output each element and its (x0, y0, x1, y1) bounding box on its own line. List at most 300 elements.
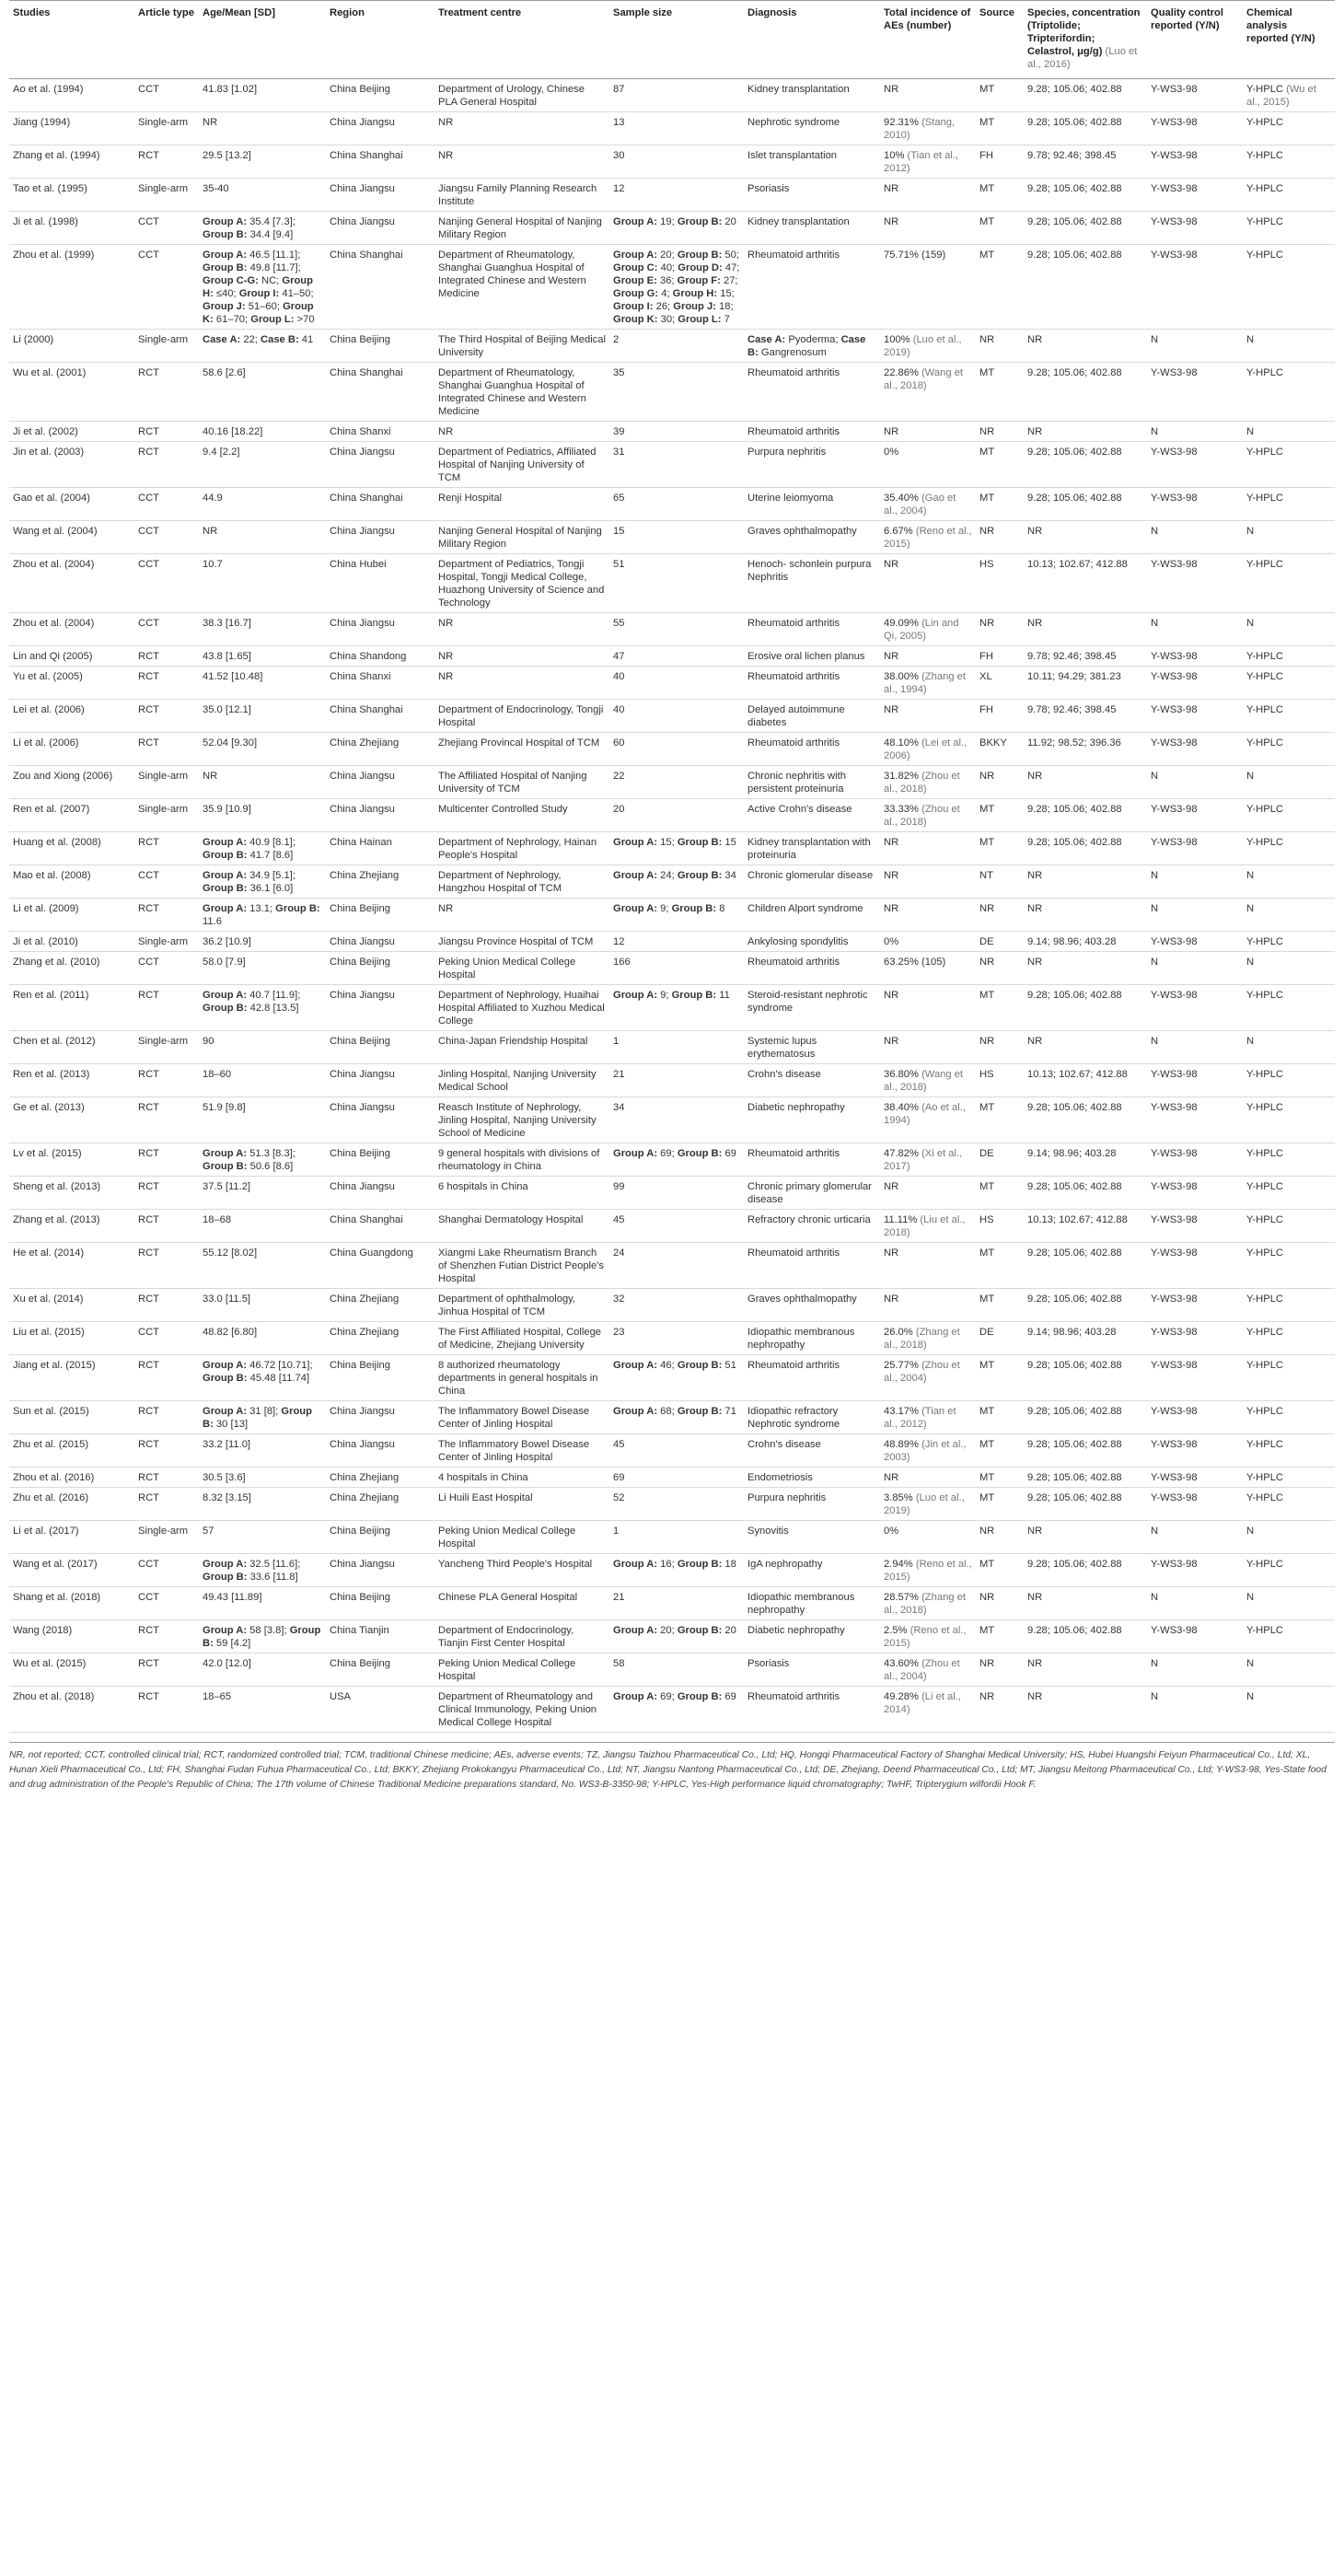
agegroups-group-value: 36.1 [6.0] (247, 883, 294, 894)
source-cell (976, 613, 1024, 646)
age-value: 29.5 [13.2] (203, 150, 251, 161)
study-cell (9, 952, 134, 985)
quality-control: N (1151, 903, 1159, 914)
treatment-centre: Nanjing General Hospital of Nanjing Military Region (438, 526, 602, 550)
sample-size: 45 (613, 1439, 625, 1450)
diagnosis-cell (744, 1143, 880, 1177)
region: China Beijing (330, 334, 390, 345)
ae-incidence-cell (880, 1521, 976, 1554)
age-cell (199, 1620, 326, 1654)
ae-reference: (Zhang et al., 2018) (884, 1327, 960, 1351)
table-row (9, 1289, 1335, 1322)
species-cell (1024, 488, 1147, 521)
study-name: Ge et al. (2013) (13, 1102, 85, 1113)
ae-reference: (Zhou et al., 2004) (884, 1658, 960, 1682)
source: MT (979, 367, 995, 378)
article-type: RCT (138, 447, 159, 458)
quality-control-cell (1147, 700, 1243, 733)
region-cell (326, 245, 434, 330)
table-row (9, 932, 1335, 952)
sample-size-cell (609, 832, 744, 865)
article-type-cell (134, 865, 199, 899)
sample-size-cell (609, 1554, 744, 1587)
species-cell (1024, 330, 1147, 363)
table-body (9, 79, 1335, 1733)
quality-control-cell (1147, 832, 1243, 865)
age-cell (199, 1177, 326, 1210)
treatment-centre: NR (438, 618, 454, 629)
study-cell (9, 667, 134, 700)
ae-incidence-cell (880, 1064, 976, 1097)
sizegroups-group-value: 47; (722, 262, 740, 273)
source-cell (976, 330, 1024, 363)
species-cell (1024, 1654, 1147, 1687)
species-concentration: 9.28; 105.06; 402.88 (1027, 1181, 1122, 1192)
age-cell (199, 442, 326, 488)
diagnosis: Endometriosis (747, 1472, 813, 1483)
species-cell (1024, 985, 1147, 1031)
article-type: CCT (138, 1327, 159, 1338)
ae-incidence: 38.40% (884, 1102, 919, 1113)
region: China Jiangsu (330, 216, 395, 227)
diagnosis-cell (744, 521, 880, 554)
ae-incidence-cell (880, 865, 976, 899)
age-value: 51.9 [9.8] (203, 1102, 246, 1113)
source-cell (976, 245, 1024, 330)
sample-size-cell (609, 1031, 744, 1064)
study-name: Sheng et al. (2013) (13, 1181, 101, 1192)
table-row (9, 1434, 1335, 1468)
region: China Zhejiang (330, 1327, 400, 1338)
study-cell (9, 488, 134, 521)
sizegroups-group-label: Group B: (677, 870, 723, 881)
region: China Jiangsu (330, 618, 395, 629)
species-cell (1024, 1177, 1147, 1210)
diagnosis-cell (744, 1097, 880, 1143)
ae-incidence-cell (880, 952, 976, 985)
species-cell (1024, 932, 1147, 952)
article-type-cell (134, 212, 199, 245)
article-type-cell (134, 1654, 199, 1687)
diagnosis: Islet transplantation (747, 150, 838, 161)
article-type-cell (134, 1687, 199, 1733)
chemical-analysis: Y-HPLC (1246, 1247, 1284, 1259)
region: China Shanghai (330, 493, 403, 504)
diaggroups-group-value: Gangrenosum (758, 347, 827, 358)
agegroups-group-label: Group B: (203, 1572, 248, 1583)
article-type: RCT (138, 1625, 159, 1636)
chemical-analysis: Y-HPLC (1246, 1294, 1284, 1305)
agegroups-group-label: Group A: (203, 870, 248, 881)
diagnosis: Idiopathic membranous nephropathy (747, 1592, 855, 1616)
sample-size-cell (609, 1289, 744, 1322)
age-value: 8.32 [3.15] (203, 1492, 251, 1503)
table-row (9, 1355, 1335, 1401)
source-cell (976, 1687, 1024, 1733)
table-row (9, 799, 1335, 832)
diagnosis: Rheumatoid arthritis (747, 671, 840, 682)
species-concentration: 9.28; 105.06; 402.88 (1027, 837, 1122, 848)
sizegroups-group-value: 46; (657, 1360, 678, 1371)
table-row (9, 1322, 1335, 1355)
treatment-centre-cell (434, 1355, 609, 1401)
diagnosis: Crohn's disease (747, 1069, 821, 1080)
sample-size-cell (609, 1620, 744, 1654)
diagnosis-cell (744, 613, 880, 646)
quality-control: N (1151, 957, 1159, 968)
agegroups-group-value: 30 [13] (213, 1419, 249, 1430)
study-cell (9, 1177, 134, 1210)
chemical-analysis: Y-HPLC (1246, 183, 1284, 194)
chemical-analysis: N (1246, 1691, 1255, 1702)
source-cell (976, 766, 1024, 799)
age-value: 9.4 [2.2] (203, 447, 240, 458)
ae-incidence: NR (884, 559, 899, 570)
chemical-analysis-cell (1243, 1210, 1335, 1243)
study-name: Ren et al. (2011) (13, 990, 89, 1001)
quality-control-cell (1147, 79, 1243, 112)
age-value: 43.8 [1.65] (203, 651, 251, 662)
agegroups-group-label: Group B: (203, 1406, 312, 1430)
sample-size-cell (609, 145, 744, 179)
species-cell (1024, 1064, 1147, 1097)
source-cell (976, 145, 1024, 179)
species-cell (1024, 1322, 1147, 1355)
region-cell (326, 330, 434, 363)
diagnosis: Erosive oral lichen planus (747, 651, 865, 662)
diagnosis-cell (744, 330, 880, 363)
region-cell (326, 700, 434, 733)
age-cell (199, 488, 326, 521)
sample-size: 1 (613, 1526, 620, 1537)
ae-incidence: 35.40% (884, 493, 919, 504)
ae-incidence-cell (880, 1355, 976, 1401)
agegroups-group-label: Group A: (203, 903, 248, 914)
species-cell (1024, 1401, 1147, 1434)
ae-incidence: 49.28% (884, 1691, 919, 1702)
quality-control-cell (1147, 245, 1243, 330)
study-name: Ren et al. (2007) (13, 804, 90, 815)
diagnosis-cell (744, 112, 880, 145)
species-concentration: 9.28; 105.06; 402.88 (1027, 1102, 1122, 1113)
treatment-centre-cell (434, 179, 609, 212)
source: DE (979, 1148, 994, 1159)
region-cell (326, 1654, 434, 1687)
header-article-type: Article type (134, 1, 199, 79)
source: NT (979, 870, 993, 881)
ae-reference: (Reno et al., 2015) (884, 526, 972, 550)
study-name: Zhang et al. (1994) (13, 150, 100, 161)
table-row (9, 145, 1335, 179)
treatment-centre-cell (434, 832, 609, 865)
sizegroups-group-label: Group H: (672, 288, 718, 299)
age-value: 18–65 (203, 1691, 232, 1702)
treatment-centre: Department of Rheumatology and Clinical Immunology, Peking Union Medical College Hospital (438, 1691, 597, 1728)
age-cell (199, 1434, 326, 1468)
source-cell (976, 488, 1024, 521)
study-cell (9, 79, 134, 112)
header-studies: Studies (9, 1, 134, 79)
chemical-analysis: Y-HPLC (1246, 737, 1284, 748)
treatment-centre: NR (438, 651, 454, 662)
sizegroups-group-label: Group D: (678, 262, 723, 273)
treatment-centre-cell (434, 488, 609, 521)
age-cell (199, 1097, 326, 1143)
diagnosis: Psoriasis (747, 1658, 790, 1669)
treatment-centre-cell (434, 700, 609, 733)
source: FH (979, 704, 993, 715)
article-type-cell (134, 1097, 199, 1143)
ae-reference: (Liu et al., 2018) (884, 1214, 966, 1238)
ae-incidence: 25.77% (884, 1360, 919, 1371)
sizegroups-group-value: 4; (658, 288, 673, 299)
diagnosis-cell (744, 212, 880, 245)
article-type-cell (134, 422, 199, 442)
source: MT (979, 1294, 995, 1305)
species-concentration: 10.13; 102.67; 412.88 (1027, 1214, 1128, 1225)
study-cell (9, 1468, 134, 1488)
quality-control: Y-WS3-98 (1151, 493, 1198, 504)
ae-incidence: NR (884, 1181, 899, 1192)
age-value: NR (203, 117, 218, 128)
sizegroups-group-label: Group L: (678, 314, 722, 325)
agegroups-group-value: 50.6 [8.6] (247, 1161, 294, 1172)
species-concentration: 9.28; 105.06; 402.88 (1027, 1439, 1122, 1450)
region: China Jiangsu (330, 990, 395, 1001)
source: XL (979, 671, 992, 682)
chemical-analysis: Y-HPLC (1246, 837, 1284, 848)
table-footnote: NR, not reported; CCT, controlled clinical trial; RCT, randomized controlled trial; TCM, traditional Chinese medicine; AEs, adverse events; TZ, Jiangsu Taizhou Pharmaceutical Co., Ltd; HQ, Hongqi Pharmaceutical Factory of Shanghai Medical University; HS, Hubei Huangshi Feiyun Pharmaceutical Co., Ltd; XL, Hunan Xieli Pharmaceutical Co., Ltd; FH, Shanghai Fudan Fuhua Pharmaceutical Co., Ltd; BKKY, Zhejiang Prokokangyu Pharmaceutical Co., Ltd; NT, Jiangsu Nantong Pharmaceutical Co., Ltd; DE, Zhejiang, Deend Pharmaceutical Co., Ltd; MT, Jiangsu Meitong Pharmaceutical Co., Ltd; Y-WS3-98, Yes-State food and drug administration of the People's Republic of China; The 17th volume of Chinese Traditional Medicine preparations standard, No. WS3-B-3350-98; Y-HPLC, Yes-High performance liquid chromatography; TwHF, Tripterygium wilfordii Hook F. (9, 1742, 1335, 1793)
study-name: Ji et al. (2002) (13, 426, 78, 437)
diagnosis-cell (744, 1488, 880, 1521)
chemical-analysis: Y-HPLC (1246, 1069, 1284, 1080)
treatment-centre-cell (434, 245, 609, 330)
ae-incidence: 26.0% (884, 1327, 913, 1338)
sizegroups-group-label: Group B: (671, 903, 717, 914)
region-cell (326, 1488, 434, 1521)
study-name: Jiang (1994) (13, 117, 71, 128)
ae-incidence: NR (884, 1036, 899, 1047)
treatment-centre: Department of Endocrinology, Tianjin First Center Hospital (438, 1625, 574, 1649)
region: China Jiangsu (330, 447, 395, 458)
source-cell (976, 832, 1024, 865)
sample-size: 15 (613, 526, 625, 537)
quality-control-cell (1147, 1289, 1243, 1322)
quality-control: N (1151, 526, 1159, 537)
source-cell (976, 1468, 1024, 1488)
source: MT (979, 1102, 995, 1113)
age-cell (199, 1210, 326, 1243)
quality-control: Y-WS3-98 (1151, 183, 1198, 194)
region-cell (326, 521, 434, 554)
species-cell (1024, 363, 1147, 422)
diagnosis: Ankylosing spondylitis (747, 936, 849, 947)
header-species-label: Species, concentration (Triptolide; Tripterifordin; Celastrol, μg/g) (1027, 7, 1141, 57)
region: China Jiangsu (330, 1559, 395, 1570)
treatment-centre-cell (434, 733, 609, 766)
study-cell (9, 145, 134, 179)
quality-control: Y-WS3-98 (1151, 216, 1198, 227)
source: MT (979, 249, 995, 261)
treatment-centre-cell (434, 1210, 609, 1243)
agegroups-group-value: 59 [4.2] (213, 1638, 251, 1649)
region-cell (326, 212, 434, 245)
ae-incidence: NR (884, 870, 899, 881)
source-cell (976, 179, 1024, 212)
quality-control: N (1151, 1658, 1159, 1669)
treatment-centre-cell (434, 1488, 609, 1521)
region: China Beijing (330, 1658, 390, 1669)
ae-incidence-cell (880, 1554, 976, 1587)
region: China Shanghai (330, 704, 403, 715)
agegroups-group-value: 31 [8]; (247, 1406, 282, 1417)
treatment-centre-cell (434, 1654, 609, 1687)
study-cell (9, 1554, 134, 1587)
species-concentration: 9.78; 92.46; 398.45 (1027, 150, 1117, 161)
region-cell (326, 1521, 434, 1554)
source-cell (976, 1177, 1024, 1210)
ae-reference: (Luo et al., 2019) (884, 1492, 965, 1516)
agegroups-group-value: 51.3 [8.3]; (247, 1148, 295, 1159)
chemical-analysis-cell (1243, 521, 1335, 554)
diagnosis-cell (744, 766, 880, 799)
agegroups-group-label: Group A: (203, 1360, 248, 1371)
chemical-analysis: Y-HPLC (1246, 1102, 1284, 1113)
article-type-cell (134, 245, 199, 330)
diagnosis: Chronic primary glomerular disease (747, 1181, 872, 1205)
agegroups-group-label: Group B: (203, 850, 248, 861)
region: China Jiangsu (330, 1069, 395, 1080)
ae-incidence-cell (880, 766, 976, 799)
region-cell (326, 363, 434, 422)
sample-size: 99 (613, 1181, 625, 1192)
chemical-analysis-cell (1243, 112, 1335, 145)
sample-size-cell (609, 899, 744, 932)
sample-size-cell (609, 179, 744, 212)
treatment-centre-cell (434, 899, 609, 932)
study-name: Zhang et al. (2013) (13, 1214, 100, 1225)
age-cell (199, 1064, 326, 1097)
ae-reference: (Zhou et al., 2004) (884, 1360, 960, 1384)
treatment-centre: Xiangmi Lake Rheumatism Branch of Shenzhen Futian District People's Hospital (438, 1247, 604, 1284)
age-cell (199, 1587, 326, 1620)
treatment-centre-cell (434, 1143, 609, 1177)
ae-incidence: 11.11% (884, 1214, 918, 1225)
sizegroups-group-label: Group A: (613, 837, 658, 848)
age-value: 35-40 (203, 183, 229, 194)
chemical-analysis-cell (1243, 442, 1335, 488)
article-type: RCT (138, 1069, 159, 1080)
ae-incidence: 28.57% (884, 1592, 919, 1603)
sizegroups-group-value: 34 (722, 870, 736, 881)
source-cell (976, 1521, 1024, 1554)
study-name: Ji et al. (2010) (13, 936, 78, 947)
source: MT (979, 837, 995, 848)
treatment-centre: Nanjing General Hospital of Nanjing Military Region (438, 216, 602, 240)
region-cell (326, 613, 434, 646)
diagnosis: Steroid-resistant nephrotic syndrome (747, 990, 868, 1014)
source: MT (979, 1625, 995, 1636)
age-value: 30.5 [3.6] (203, 1472, 246, 1483)
sizegroups-group-value: 69; (657, 1148, 678, 1159)
sample-size-cell (609, 865, 744, 899)
source-cell (976, 422, 1024, 442)
ae-incidence: 47.82% (884, 1148, 919, 1159)
chemical-analysis: Y-HPLC (1246, 1181, 1284, 1192)
agegroups-group-value: 46.5 [11.1]; (247, 249, 301, 261)
quality-control: Y-WS3-98 (1151, 990, 1198, 1001)
article-type-cell (134, 766, 199, 799)
quality-control: Y-WS3-98 (1151, 1181, 1198, 1192)
quality-control-cell (1147, 442, 1243, 488)
article-type-cell (134, 79, 199, 112)
ae-incidence: NR (884, 837, 899, 848)
chemical-analysis: Y-HPLC (1246, 651, 1284, 662)
study-name: Li et al. (2017) (13, 1526, 79, 1537)
ae-incidence: NR (884, 651, 899, 662)
species-concentration: 9.28; 105.06; 402.88 (1027, 249, 1122, 261)
sample-size-cell (609, 1488, 744, 1521)
source-cell (976, 932, 1024, 952)
chemical-analysis: Y-HPLC (1246, 447, 1284, 458)
agegroups-group-value: 41 (298, 334, 314, 345)
diagnosis: Nephrotic syndrome (747, 117, 840, 128)
species-cell (1024, 1488, 1147, 1521)
article-type: RCT (138, 367, 159, 378)
source-cell (976, 1434, 1024, 1468)
studies-table (9, 0, 1335, 1733)
treatment-centre: Peking Union Medical College Hospital (438, 957, 576, 981)
sizegroups-group-label: Group A: (613, 1148, 658, 1159)
article-type: RCT (138, 737, 159, 748)
sample-size-cell (609, 330, 744, 363)
diagnosis-cell (744, 1401, 880, 1434)
sample-size: 55 (613, 618, 625, 629)
age-value: 57 (203, 1526, 214, 1537)
ae-reference: (Zhang et al., 1994) (884, 671, 966, 695)
agegroups-group-label: Group C-G: (203, 275, 259, 286)
article-type: Single-arm (138, 771, 189, 782)
agegroups-group-label: Group B: (275, 903, 320, 914)
quality-control: Y-WS3-98 (1151, 447, 1198, 458)
study-name: Zhang et al. (2010) (13, 957, 100, 968)
article-type-cell (134, 899, 199, 932)
sizegroups-group-value: 8 (716, 903, 725, 914)
treatment-centre: Department of ophthalmology, Jinhua Hospital of TCM (438, 1294, 576, 1317)
chemical-analysis-cell (1243, 1031, 1335, 1064)
age-cell (199, 1468, 326, 1488)
diagnosis-cell (744, 1031, 880, 1064)
species-cell (1024, 79, 1147, 112)
region-cell (326, 1401, 434, 1434)
sizegroups-group-value: 68; (657, 1406, 678, 1417)
article-type: CCT (138, 957, 159, 968)
age-value: 41.83 [1.02] (203, 84, 258, 95)
diagnosis-cell (744, 932, 880, 952)
region: China Beijing (330, 1526, 390, 1537)
sample-size-cell (609, 733, 744, 766)
study-cell (9, 799, 134, 832)
study-cell (9, 700, 134, 733)
treatment-centre-cell (434, 1401, 609, 1434)
chemical-analysis: Y-HPLC (1246, 1492, 1284, 1503)
agegroups-group-value: 35.4 [7.3]; (247, 216, 295, 227)
chemical-analysis-cell (1243, 212, 1335, 245)
quality-control: Y-WS3-98 (1151, 249, 1198, 261)
sizegroups-group-value: 15 (722, 837, 736, 848)
article-type-cell (134, 442, 199, 488)
study-cell (9, 1687, 134, 1733)
